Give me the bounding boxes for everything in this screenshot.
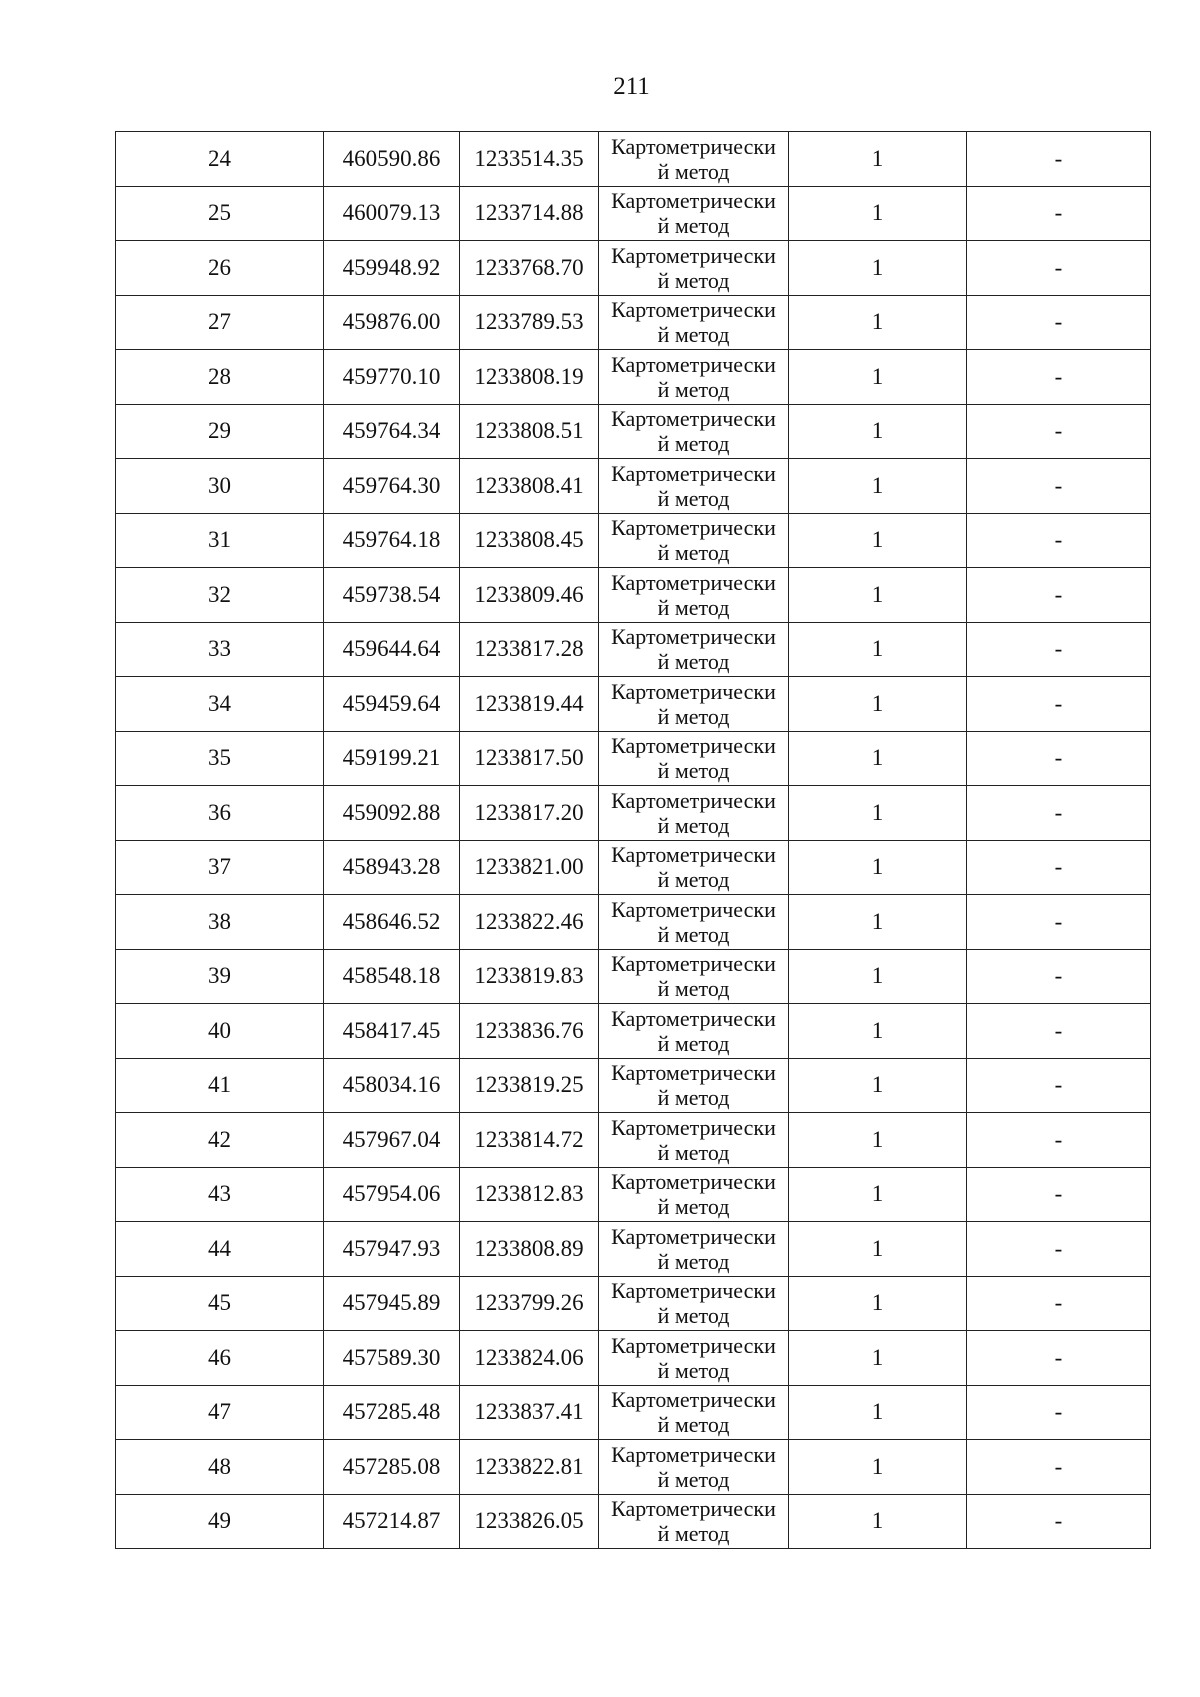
accuracy-cell: 1: [789, 1276, 967, 1331]
point-number-cell: 47: [116, 1385, 324, 1440]
point-number-cell: 34: [116, 677, 324, 732]
table-row: [116, 677, 1151, 732]
accuracy-cell: 1: [789, 1113, 967, 1168]
method-cell: Картометрически й метод: [599, 1167, 789, 1222]
table-row: [116, 1385, 1151, 1440]
x-coordinate-cell: 459770.10: [324, 350, 460, 405]
x-coordinate-cell: 458646.52: [324, 895, 460, 950]
x-coordinate-cell: 459092.88: [324, 786, 460, 841]
description-cell: -: [967, 895, 1151, 950]
x-coordinate-cell: 459764.30: [324, 459, 460, 514]
x-coordinate-cell: 458417.45: [324, 1004, 460, 1059]
point-number-cell: 49: [116, 1494, 324, 1549]
table-row: [116, 840, 1151, 895]
point-number-cell: 27: [116, 295, 324, 350]
description-cell: -: [967, 1222, 1151, 1277]
description-cell: -: [967, 677, 1151, 732]
accuracy-cell: 1: [789, 459, 967, 514]
y-coordinate-cell: 1233819.25: [460, 1058, 599, 1113]
description-cell: -: [967, 1494, 1151, 1549]
table-row: [116, 731, 1151, 786]
point-number-cell: 29: [116, 404, 324, 459]
description-cell: -: [967, 1058, 1151, 1113]
description-cell: -: [967, 1331, 1151, 1386]
accuracy-cell: 1: [789, 568, 967, 623]
point-number-cell: 45: [116, 1276, 324, 1331]
method-cell: Картометрически й метод: [599, 840, 789, 895]
point-number-cell: 31: [116, 513, 324, 568]
description-cell: -: [967, 513, 1151, 568]
point-number-cell: 38: [116, 895, 324, 950]
x-coordinate-cell: 457589.30: [324, 1331, 460, 1386]
point-number-cell: 33: [116, 622, 324, 677]
accuracy-cell: 1: [789, 241, 967, 296]
accuracy-cell: 1: [789, 786, 967, 841]
x-coordinate-cell: 457214.87: [324, 1494, 460, 1549]
x-coordinate-cell: 458943.28: [324, 840, 460, 895]
accuracy-cell: 1: [789, 1331, 967, 1386]
point-number-cell: 44: [116, 1222, 324, 1277]
method-cell: Картометрически й метод: [599, 404, 789, 459]
x-coordinate-cell: 457285.48: [324, 1385, 460, 1440]
table-row: [116, 350, 1151, 405]
method-cell: Картометрически й метод: [599, 786, 789, 841]
x-coordinate-cell: 459948.92: [324, 241, 460, 296]
x-coordinate-cell: 460079.13: [324, 186, 460, 241]
point-number-cell: 28: [116, 350, 324, 405]
description-cell: -: [967, 132, 1151, 187]
y-coordinate-cell: 1233819.83: [460, 949, 599, 1004]
accuracy-cell: 1: [789, 622, 967, 677]
x-coordinate-cell: 459876.00: [324, 295, 460, 350]
table-row: [116, 1331, 1151, 1386]
description-cell: -: [967, 1276, 1151, 1331]
x-coordinate-cell: 459459.64: [324, 677, 460, 732]
y-coordinate-cell: 1233822.46: [460, 895, 599, 950]
point-number-cell: 46: [116, 1331, 324, 1386]
x-coordinate-cell: 457945.89: [324, 1276, 460, 1331]
table-row: [116, 1276, 1151, 1331]
y-coordinate-cell: 1233514.35: [460, 132, 599, 187]
method-cell: Картометрически й метод: [599, 132, 789, 187]
description-cell: -: [967, 350, 1151, 405]
table-row: [116, 1004, 1151, 1059]
description-cell: -: [967, 731, 1151, 786]
accuracy-cell: 1: [789, 513, 967, 568]
table-row: [116, 1222, 1151, 1277]
method-cell: Картометрически й метод: [599, 895, 789, 950]
y-coordinate-cell: 1233808.41: [460, 459, 599, 514]
y-coordinate-cell: 1233768.70: [460, 241, 599, 296]
point-number-cell: 41: [116, 1058, 324, 1113]
point-number-cell: 30: [116, 459, 324, 514]
table-row: [116, 295, 1151, 350]
point-number-cell: 25: [116, 186, 324, 241]
y-coordinate-cell: 1233809.46: [460, 568, 599, 623]
point-number-cell: 37: [116, 840, 324, 895]
method-cell: Картометрически й метод: [599, 241, 789, 296]
method-cell: Картометрически й метод: [599, 1440, 789, 1495]
accuracy-cell: 1: [789, 1440, 967, 1495]
point-number-cell: 26: [116, 241, 324, 296]
point-number-cell: 40: [116, 1004, 324, 1059]
method-cell: Картометрически й метод: [599, 1058, 789, 1113]
method-cell: Картометрически й метод: [599, 186, 789, 241]
accuracy-cell: 1: [789, 295, 967, 350]
description-cell: -: [967, 186, 1151, 241]
description-cell: -: [967, 1004, 1151, 1059]
y-coordinate-cell: 1233817.50: [460, 731, 599, 786]
y-coordinate-cell: 1233808.51: [460, 404, 599, 459]
table-row: [116, 1494, 1151, 1549]
description-cell: -: [967, 840, 1151, 895]
method-cell: Картометрически й метод: [599, 1331, 789, 1386]
y-coordinate-cell: 1233819.44: [460, 677, 599, 732]
method-cell: Картометрически й метод: [599, 1276, 789, 1331]
y-coordinate-cell: 1233817.28: [460, 622, 599, 677]
y-coordinate-cell: 1233837.41: [460, 1385, 599, 1440]
x-coordinate-cell: 458034.16: [324, 1058, 460, 1113]
description-cell: -: [967, 622, 1151, 677]
x-coordinate-cell: 457967.04: [324, 1113, 460, 1168]
x-coordinate-cell: 459738.54: [324, 568, 460, 623]
page-number: 211: [613, 73, 650, 100]
accuracy-cell: 1: [789, 895, 967, 950]
y-coordinate-cell: 1233822.81: [460, 1440, 599, 1495]
description-cell: -: [967, 1113, 1151, 1168]
description-cell: -: [967, 949, 1151, 1004]
x-coordinate-cell: 457954.06: [324, 1167, 460, 1222]
y-coordinate-cell: 1233714.88: [460, 186, 599, 241]
point-number-cell: 39: [116, 949, 324, 1004]
accuracy-cell: 1: [789, 1385, 967, 1440]
table-row: [116, 241, 1151, 296]
table-row: [116, 949, 1151, 1004]
description-cell: -: [967, 786, 1151, 841]
method-cell: Картометрически й метод: [599, 1222, 789, 1277]
method-cell: Картометрически й метод: [599, 350, 789, 405]
x-coordinate-cell: 459764.34: [324, 404, 460, 459]
description-cell: -: [967, 1440, 1151, 1495]
method-cell: Картометрически й метод: [599, 731, 789, 786]
y-coordinate-cell: 1233824.06: [460, 1331, 599, 1386]
accuracy-cell: 1: [789, 1494, 967, 1549]
description-cell: -: [967, 568, 1151, 623]
method-cell: Картометрически й метод: [599, 1385, 789, 1440]
accuracy-cell: 1: [789, 404, 967, 459]
method-cell: Картометрически й метод: [599, 513, 789, 568]
table-row: [116, 1440, 1151, 1495]
method-cell: Картометрически й метод: [599, 459, 789, 514]
point-number-cell: 43: [116, 1167, 324, 1222]
y-coordinate-cell: 1233789.53: [460, 295, 599, 350]
method-cell: Картометрически й метод: [599, 568, 789, 623]
coordinates-table: [115, 131, 1151, 1549]
method-cell: Картометрически й метод: [599, 1004, 789, 1059]
method-cell: Картометрически й метод: [599, 677, 789, 732]
point-number-cell: 32: [116, 568, 324, 623]
table-row: [116, 1113, 1151, 1168]
description-cell: -: [967, 241, 1151, 296]
accuracy-cell: 1: [789, 350, 967, 405]
point-number-cell: 35: [116, 731, 324, 786]
table-row: [116, 186, 1151, 241]
description-cell: -: [967, 295, 1151, 350]
table-row: [116, 459, 1151, 514]
accuracy-cell: 1: [789, 949, 967, 1004]
accuracy-cell: 1: [789, 1222, 967, 1277]
y-coordinate-cell: 1233812.83: [460, 1167, 599, 1222]
y-coordinate-cell: 1233821.00: [460, 840, 599, 895]
x-coordinate-cell: 457947.93: [324, 1222, 460, 1277]
accuracy-cell: 1: [789, 186, 967, 241]
table-row: [116, 895, 1151, 950]
method-cell: Картометрически й метод: [599, 949, 789, 1004]
description-cell: -: [967, 459, 1151, 514]
x-coordinate-cell: 458548.18: [324, 949, 460, 1004]
accuracy-cell: 1: [789, 840, 967, 895]
table-row: [116, 404, 1151, 459]
accuracy-cell: 1: [789, 731, 967, 786]
table-body: [116, 132, 1151, 1549]
method-cell: Картометрически й метод: [599, 1113, 789, 1168]
table-row: [116, 513, 1151, 568]
y-coordinate-cell: 1233836.76: [460, 1004, 599, 1059]
x-coordinate-cell: 457285.08: [324, 1440, 460, 1495]
y-coordinate-cell: 1233799.26: [460, 1276, 599, 1331]
table-row: [116, 1167, 1151, 1222]
accuracy-cell: 1: [789, 1004, 967, 1059]
y-coordinate-cell: 1233814.72: [460, 1113, 599, 1168]
point-number-cell: 24: [116, 132, 324, 187]
point-number-cell: 36: [116, 786, 324, 841]
accuracy-cell: 1: [789, 132, 967, 187]
y-coordinate-cell: 1233817.20: [460, 786, 599, 841]
table-row: [116, 786, 1151, 841]
y-coordinate-cell: 1233808.45: [460, 513, 599, 568]
table-row: [116, 622, 1151, 677]
description-cell: -: [967, 1167, 1151, 1222]
table-row: [116, 132, 1151, 187]
y-coordinate-cell: 1233808.89: [460, 1222, 599, 1277]
y-coordinate-cell: 1233808.19: [460, 350, 599, 405]
table-row: [116, 568, 1151, 623]
method-cell: Картометрически й метод: [599, 622, 789, 677]
y-coordinate-cell: 1233826.05: [460, 1494, 599, 1549]
accuracy-cell: 1: [789, 1058, 967, 1113]
x-coordinate-cell: 460590.86: [324, 132, 460, 187]
description-cell: -: [967, 404, 1151, 459]
point-number-cell: 48: [116, 1440, 324, 1495]
accuracy-cell: 1: [789, 1167, 967, 1222]
point-number-cell: 42: [116, 1113, 324, 1168]
method-cell: Картометрически й метод: [599, 1494, 789, 1549]
x-coordinate-cell: 459644.64: [324, 622, 460, 677]
x-coordinate-cell: 459199.21: [324, 731, 460, 786]
accuracy-cell: 1: [789, 677, 967, 732]
method-cell: Картометрически й метод: [599, 295, 789, 350]
description-cell: -: [967, 1385, 1151, 1440]
x-coordinate-cell: 459764.18: [324, 513, 460, 568]
table-row: [116, 1058, 1151, 1113]
